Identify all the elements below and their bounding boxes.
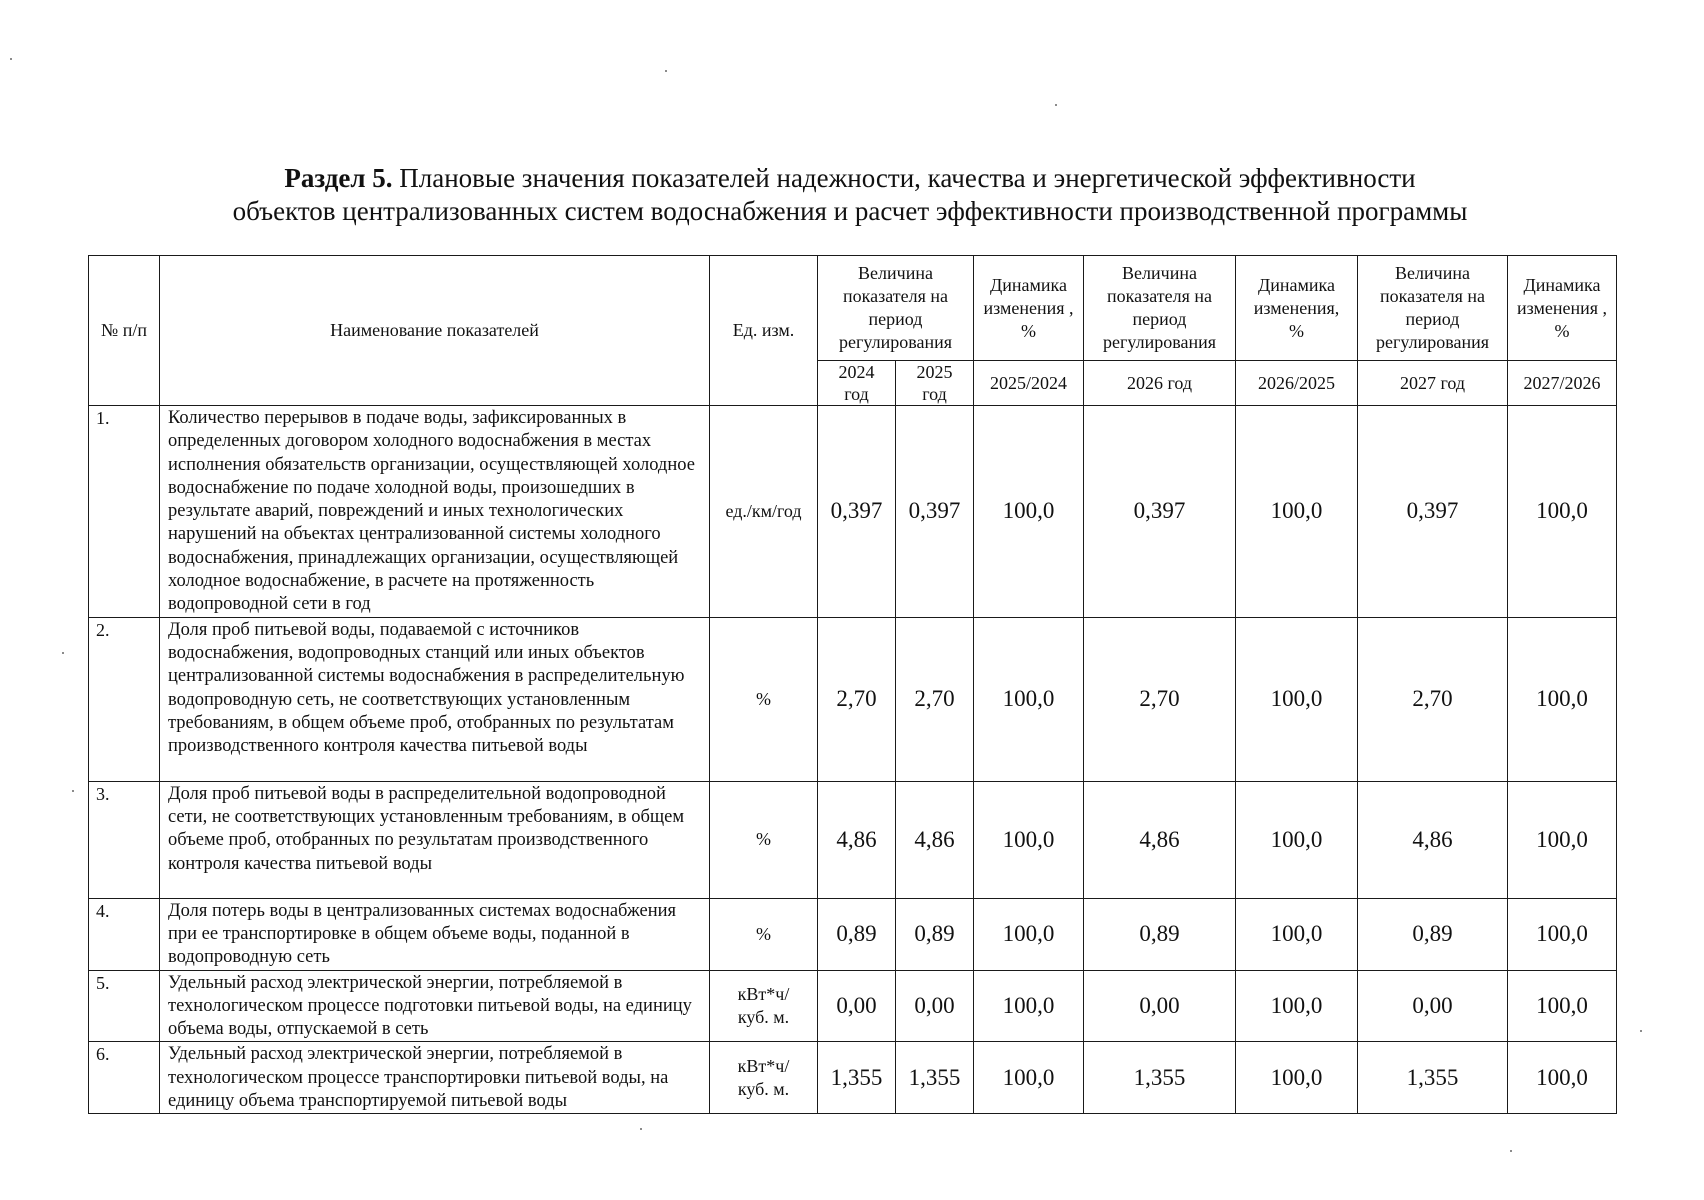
scan-speck (1055, 104, 1057, 106)
row-name: Доля проб питьевой воды в распределительной водопроводной сети, не соответствующих установленным требованиям, в общем объеме проб, отобранных по результатам производственного контроля качества питьевой воды (160, 781, 710, 898)
row-value-2027: 2,70 (1358, 617, 1508, 781)
row-dynamics-2025-2024: 100,0 (974, 617, 1084, 781)
row-dynamics-2027-2026: 100,0 (1508, 898, 1617, 970)
row-value-2026: 1,355 (1084, 1042, 1236, 1114)
row-dynamics-2025-2024: 100,0 (974, 970, 1084, 1042)
row-value-2025: 2,70 (896, 617, 974, 781)
row-dynamics-2025-2024: 100,0 (974, 406, 1084, 618)
row-unit: % (710, 781, 818, 898)
indicators-table (88, 255, 1617, 1114)
header-name: Наименование показателей (160, 256, 710, 406)
row-value-2026: 0,89 (1084, 898, 1236, 970)
scan-speck (665, 70, 667, 72)
row-unit: % (710, 898, 818, 970)
scan-speck (1510, 1150, 1512, 1152)
row-num: 5. (89, 970, 160, 1042)
table-row (89, 781, 1617, 898)
header-value-period-2: Величина показателя на период регулирования (1084, 256, 1236, 361)
row-num: 2. (89, 617, 160, 781)
header-year-2024: 2024 год (818, 361, 896, 406)
row-value-2027: 0,397 (1358, 406, 1508, 618)
row-num: 1. (89, 406, 160, 618)
row-dynamics-2027-2026: 100,0 (1508, 617, 1617, 781)
header-year-2027: 2027 год (1358, 361, 1508, 406)
header-year-2025: 2025 год (896, 361, 974, 406)
row-value-2025: 4,86 (896, 781, 974, 898)
row-dynamics-2026-2025: 100,0 (1236, 970, 1358, 1042)
row-value-2026: 0,397 (1084, 406, 1236, 618)
row-num: 3. (89, 781, 160, 898)
title-section-label: Раздел 5. (284, 163, 393, 193)
row-unit: % (710, 617, 818, 781)
row-value-2027: 0,00 (1358, 970, 1508, 1042)
table-header (89, 256, 1617, 406)
table-row (89, 617, 1617, 781)
row-num: 6. (89, 1042, 160, 1114)
table-row (89, 406, 1617, 618)
row-value-2027: 0,89 (1358, 898, 1508, 970)
row-dynamics-2027-2026: 100,0 (1508, 406, 1617, 618)
row-name: Количество перерывов в подаче воды, зафиксированных в определенных договором холодного водоснабжения в местах исполнения обязательств организации, осуществляющей холодное водоснабжение по подаче холодной воды, произошедших в результате аварий, повреждений и иных технологических нарушений на объектах централизованной системы холодного водоснабжения, принадлежащих организации, осуществляющей холодное водоснабжение, в расчете на протяженность водопроводной сети в год (160, 406, 710, 618)
row-value-2024: 2,70 (818, 617, 896, 781)
row-dynamics-2026-2025: 100,0 (1236, 781, 1358, 898)
header-dynamics-1-sub: 2025/2024 (974, 361, 1084, 406)
scan-speck (10, 58, 12, 60)
row-value-2025: 1,355 (896, 1042, 974, 1114)
row-dynamics-2027-2026: 100,0 (1508, 1042, 1617, 1114)
row-value-2025: 0,89 (896, 898, 974, 970)
header-dynamics-3-sub: 2027/2026 (1508, 361, 1617, 406)
header-dynamics-2: Динамика изменения, % (1236, 256, 1358, 361)
row-unit: кВт*ч/ куб. м. (710, 1042, 818, 1114)
scan-speck (62, 652, 64, 654)
row-value-2027: 1,355 (1358, 1042, 1508, 1114)
title-line-1-text: Плановые значения показателей надежности, качества и энергетической эффективности (392, 163, 1416, 193)
row-value-2026: 0,00 (1084, 970, 1236, 1042)
row-name: Удельный расход электрической энергии, потребляемой в технологическом процессе подготовки питьевой воды, на единицу объема воды, отпускаемой в сеть (160, 970, 710, 1042)
table-row (89, 970, 1617, 1042)
row-value-2024: 0,00 (818, 970, 896, 1042)
header-dynamics-3: Динамика изменения , % (1508, 256, 1617, 361)
title-line-2: объектов централизованных систем водоснабжения и расчет эффективности производственной программы (232, 196, 1468, 226)
row-unit: ед./км/год (710, 406, 818, 618)
header-dynamics-1: Динамика изменения , % (974, 256, 1084, 361)
header-unit: Ед. изм. (710, 256, 818, 406)
row-unit: кВт*ч/ куб. м. (710, 970, 818, 1042)
header-year-2026: 2026 год (1084, 361, 1236, 406)
table-row (89, 898, 1617, 970)
row-dynamics-2025-2024: 100,0 (974, 1042, 1084, 1114)
row-num: 4. (89, 898, 160, 970)
scan-speck (72, 790, 74, 792)
row-dynamics-2026-2025: 100,0 (1236, 617, 1358, 781)
row-name: Доля потерь воды в централизованных системах водоснабжения при ее транспортировке в общем объеме воды, поданной в водопроводную сеть (160, 898, 710, 970)
row-value-2026: 2,70 (1084, 617, 1236, 781)
document-title (90, 162, 1610, 228)
table-row (89, 1042, 1617, 1114)
row-value-2024: 0,89 (818, 898, 896, 970)
scan-speck (1640, 1030, 1642, 1032)
row-name: Доля проб питьевой воды, подаваемой с источников водоснабжения, водопроводных станций или иных объектов централизованной системы водоснабжения в распределительную водопроводную сеть, не соответствующих установленным требованиям, в общем объеме проб, отобранных по результатам производственного контроля качества питьевой воды (160, 617, 710, 781)
row-dynamics-2025-2024: 100,0 (974, 898, 1084, 970)
row-dynamics-2027-2026: 100,0 (1508, 970, 1617, 1042)
header-value-period-1: Величина показателя на период регулирования (818, 256, 974, 361)
row-dynamics-2027-2026: 100,0 (1508, 781, 1617, 898)
row-value-2027: 4,86 (1358, 781, 1508, 898)
row-dynamics-2025-2024: 100,0 (974, 781, 1084, 898)
header-num: № п/п (89, 256, 160, 406)
row-dynamics-2026-2025: 100,0 (1236, 406, 1358, 618)
row-dynamics-2026-2025: 100,0 (1236, 898, 1358, 970)
row-name: Удельный расход электрической энергии, потребляемой в технологическом процессе транспортировки питьевой воды, на единицу объема транспортируемой питьевой воды (160, 1042, 710, 1114)
row-value-2024: 4,86 (818, 781, 896, 898)
row-value-2024: 0,397 (818, 406, 896, 618)
row-dynamics-2026-2025: 100,0 (1236, 1042, 1358, 1114)
table-body (89, 406, 1617, 1114)
row-value-2026: 4,86 (1084, 781, 1236, 898)
row-value-2024: 1,355 (818, 1042, 896, 1114)
header-value-period-3: Величина показателя на период регулирования (1358, 256, 1508, 361)
scan-speck (640, 1128, 642, 1130)
header-dynamics-2-sub: 2026/2025 (1236, 361, 1358, 406)
row-value-2025: 0,00 (896, 970, 974, 1042)
row-value-2025: 0,397 (896, 406, 974, 618)
title-line-1 (90, 162, 1610, 195)
